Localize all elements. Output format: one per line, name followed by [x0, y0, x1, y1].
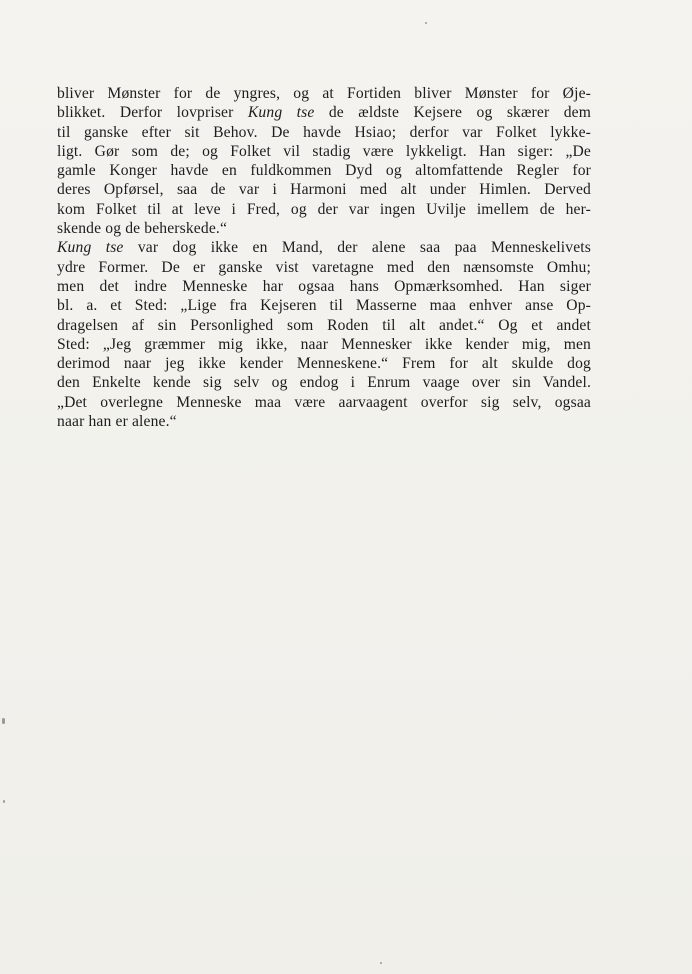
text-line: Sted: „Jeg græmmer mig ikke, naar Mennesker ikke kender mig, men	[57, 335, 591, 353]
text-line: „Det overlegne Menneske maa være aarvaagent overfor sig selv, ogsaa	[57, 393, 591, 411]
text-line: bliver Mønster for de yngres, og at Fortiden bliver Mønster for Øje-	[57, 85, 591, 102]
text-line: deres Opførsel, saa de var i Harmoni med alt under Himlen. Derved	[57, 181, 591, 199]
body-text	[57, 84, 591, 431]
text-line: ydre Former. De er ganske vist varetagne med den nænsomste Omhu;	[57, 258, 591, 276]
text-line: bl. a. et Sted: „Lige fra Kejseren til Masserne maa enhver anse Op-	[57, 297, 591, 315]
text-line: gamle Konger havde en fuldkommen Dyd og altomfattende Regler for	[57, 162, 591, 180]
scan-speck	[425, 22, 427, 24]
scan-speck	[380, 962, 382, 964]
text-line: den Enkelte kende sig selv og endog i Enrum vaage over sin Vandel.	[57, 374, 591, 392]
scan-speck	[2, 718, 5, 724]
italic-name: Kung tse	[57, 239, 124, 257]
text-line: men det indre Menneske har ogsaa hans Opmærksomhed. Han siger	[57, 277, 591, 295]
text-line: til ganske efter sit Behov. De havde Hsiao; derfor var Folket lykke-	[57, 123, 591, 141]
text-line: naar han er alene.“	[57, 413, 177, 431]
text-line: derimod naar jeg ikke kender Menneskene.“ Frem for alt skulde dog	[57, 355, 591, 373]
text-line: blikket. Derfor lovpriser Kung tse de ældste Kejsere og skærer dem	[57, 104, 591, 122]
text-line: dragelsen af sin Personlighed som Roden til alt andet.“ Og et andet	[57, 316, 591, 334]
text-line: skende og de beherskede.“	[57, 220, 228, 238]
text-line: kom Folket til at leve i Fred, og der var ingen Uvilje imellem de her-	[57, 200, 591, 218]
text-line: ligt. Gør som de; og Folket vil stadig være lykkeligt. Han siger: „De	[57, 142, 591, 160]
text-line: Kung tse var dog ikke en Mand, der alene saa paa Menneskelivets	[57, 239, 592, 257]
italic-name: Kung tse	[247, 104, 315, 122]
scan-speck	[3, 800, 5, 803]
